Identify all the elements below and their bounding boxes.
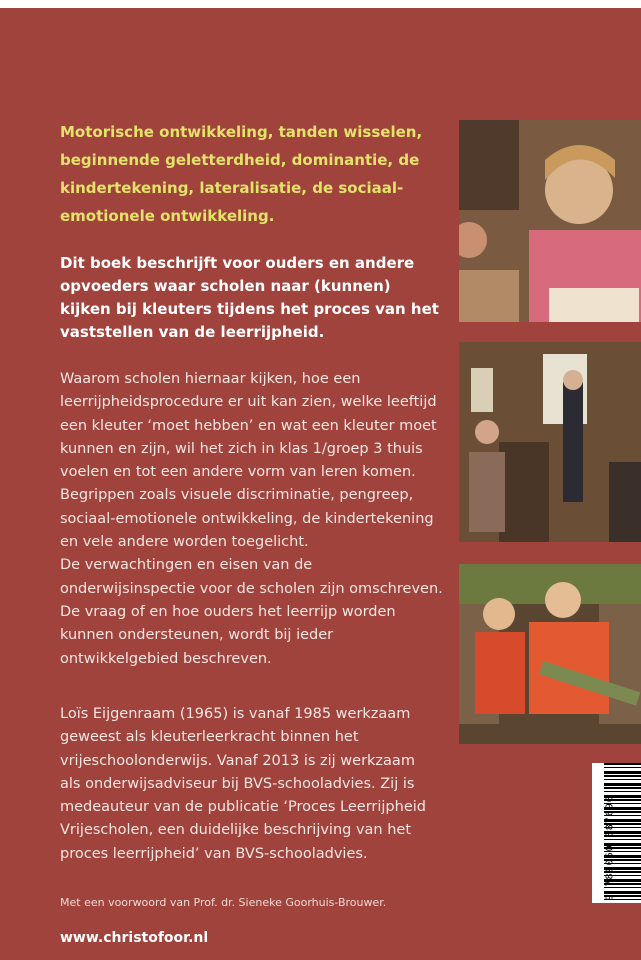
photo-child-drawing xyxy=(459,120,641,322)
photo-classroom xyxy=(459,342,641,542)
body-text xyxy=(60,368,445,671)
photo-classroom-illustration xyxy=(459,342,641,542)
photo-kids-outdoors xyxy=(459,564,641,744)
body-paragraph: Waarom scholen hiernaar kijken, hoe een leerrijpheidsprocedure er uit kan zien, welke leeftijd een kleuter ‘moet hebben’ en wat een kleuter moet kunnen en zijn, wil het zich in klas 1/groep 3 thuis voelen en tot een andere vorm van leren komen. xyxy=(60,371,437,481)
foreword-note: Met een voorwoord van Prof. dr. Sieneke Goorhuis-Brouwer. xyxy=(60,896,387,909)
photo-child-drawing-illustration xyxy=(459,120,641,322)
body-paragraph: De verwachtingen en eisen van de onderwijsinspectie voor de scholen zijn omschreven. xyxy=(60,557,443,597)
publisher-website: www.christofoor.nl xyxy=(60,930,209,946)
body-paragraph: Begrippen zoals visuele discriminatie, pengreep, sociaal-emotionele ontwikkeling, de kindertekening en vele andere worden toegelicht. xyxy=(60,487,434,551)
bold-intro-text: Dit boek beschrijft voor ouders en andere opvoeders waar scholen naar (kunnen) kijken bij kleuters tijdens het proces van het vaststellen van de leerrijpheid. xyxy=(60,254,439,341)
body-paragraph: De vraag of en hoe ouders het leerrijp worden kunnen ondersteunen, wordt bij ieder ontwikkelgebied beschreven. xyxy=(60,603,396,667)
photo-kids-outdoors-illustration xyxy=(459,564,641,744)
isbn-barcode xyxy=(592,763,641,903)
isbn-digits: 9 789060 387696 xyxy=(604,795,616,901)
book-back-cover xyxy=(0,8,641,960)
author-bio xyxy=(60,703,440,866)
yellow-intro-text: Motorische ontwikkeling, tanden wisselen, beginnende geletterdheid, dominantie, de kindertekening, lateralisatie, de sociaal-emotionele ontwikkeling. xyxy=(60,123,423,225)
author-bio-text: Loïs Eijgenraam (1965) is vanaf 1985 werkzaam geweest als kleuterleerkracht binnen het vrijeschoolonderwijs. Vanaf 2013 is zij werkzaam als onderwijsadviseur bij BVS-schooladvies. Zij is medeauteur van de publicatie ‘Proces Leerrijpheid Vrijescholen, een duidelijke beschrijving van het proces leerrijpheid’ van BVS-schooladvies. xyxy=(60,706,426,862)
